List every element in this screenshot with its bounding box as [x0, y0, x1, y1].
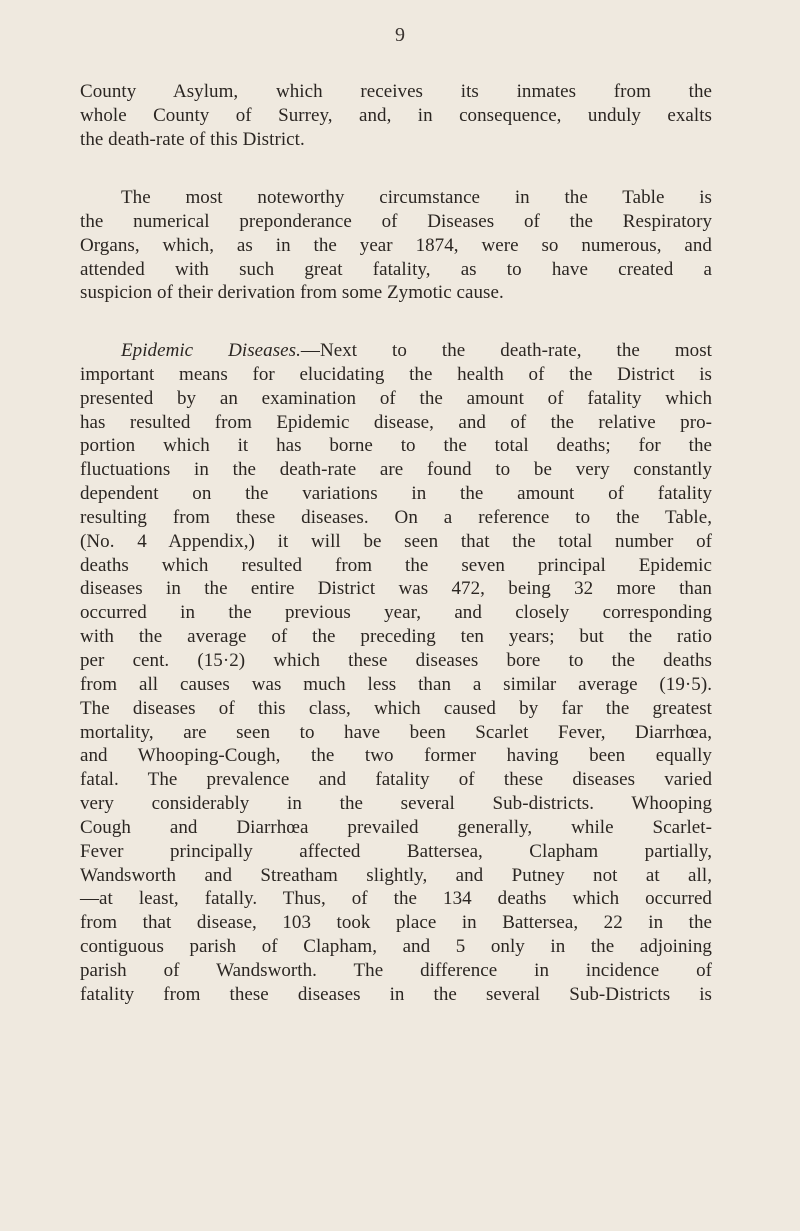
text-line: the numerical preponderance of Diseases of the Respiratory	[80, 210, 712, 232]
text-line: —at least, fatally. Thus, of the 134 deaths which occurred	[80, 888, 712, 910]
text-line: and Whooping-Cough, the two former having been equally	[80, 745, 712, 767]
text-line: portion which it has borne to the total deaths; for the	[80, 435, 712, 457]
text-line: Organs, which, as in the year 1874, were so numerous, and	[80, 234, 712, 256]
text-line: The diseases of this class, which caused by far the greatest	[80, 697, 712, 719]
text-line: deaths which resulted from the seven principal Epidemic	[80, 554, 712, 576]
text-line: the death-rate of this District.	[80, 128, 305, 150]
text-line: contiguous parish of Clapham, and 5 only in the adjoining	[80, 936, 712, 958]
text-line: Wandsworth and Streatham slightly, and Putney not at all,	[80, 864, 712, 886]
text-line: Fever principally affected Battersea, Clapham partially,	[80, 840, 712, 862]
text-line: from all causes was much less than a similar average (19·5).	[80, 673, 712, 695]
text-line: Cough and Diarrhœa prevailed generally, while Scarlet-	[80, 816, 712, 838]
text-line: very considerably in the several Sub-districts. Whooping	[80, 793, 712, 815]
heading-continuation: —Next to the death-rate, the most	[300, 340, 712, 361]
text-line: important means for elucidating the health of the District is	[80, 363, 712, 385]
paragraph-county-asylum	[80, 80, 712, 152]
text-line	[80, 339, 712, 363]
text-line: mortality, are seen to have been Scarlet Fever, Diarrhœa,	[80, 721, 712, 743]
text-line: fluctuations in the death-rate are found to be very constantly	[80, 459, 712, 481]
text-line: attended with such great fatality, as to have created a	[80, 258, 712, 280]
text-line: presented by an examination of the amount of fatality which	[80, 387, 712, 409]
text-line: whole County of Surrey, and, in consequence, unduly exalts	[80, 104, 712, 126]
text-line: dependent on the variations in the amount of fatality	[80, 483, 712, 505]
paragraph-epidemic-diseases	[80, 339, 712, 1007]
text-line: per cent. (15·2) which these diseases bore to the deaths	[80, 649, 712, 671]
text-line: from that disease, 103 took place in Battersea, 22 in the	[80, 912, 712, 934]
text-line: parish of Wandsworth. The difference in incidence of	[80, 959, 712, 981]
text-line: diseases in the entire District was 472, being 32 more than	[80, 578, 712, 600]
page-number: 9	[395, 24, 405, 46]
text-line: resulting from these diseases. On a reference to the Table,	[80, 506, 712, 528]
section-heading: Epidemic Diseases.	[121, 340, 301, 361]
text-line: fatality from these diseases in the several Sub-Districts is	[80, 983, 712, 1005]
text-line: with the average of the preceding ten years; but the ratio	[80, 626, 712, 648]
text-line: The most noteworthy circumstance in the Table is	[121, 187, 712, 208]
text-line: occurred in the previous year, and closely corresponding	[80, 602, 712, 624]
text-line: (No. 4 Appendix,) it will be seen that the total number of	[80, 530, 712, 552]
paragraph-respiratory-diseases	[80, 186, 712, 305]
text-line: suspicion of their derivation from some Zymotic cause.	[80, 282, 504, 304]
text-line: fatal. The prevalence and fatality of these diseases varied	[80, 769, 712, 791]
text-line: has resulted from Epidemic disease, and of the relative pro-	[80, 411, 712, 433]
text-line: County Asylum, which receives its inmates from the	[80, 81, 712, 102]
